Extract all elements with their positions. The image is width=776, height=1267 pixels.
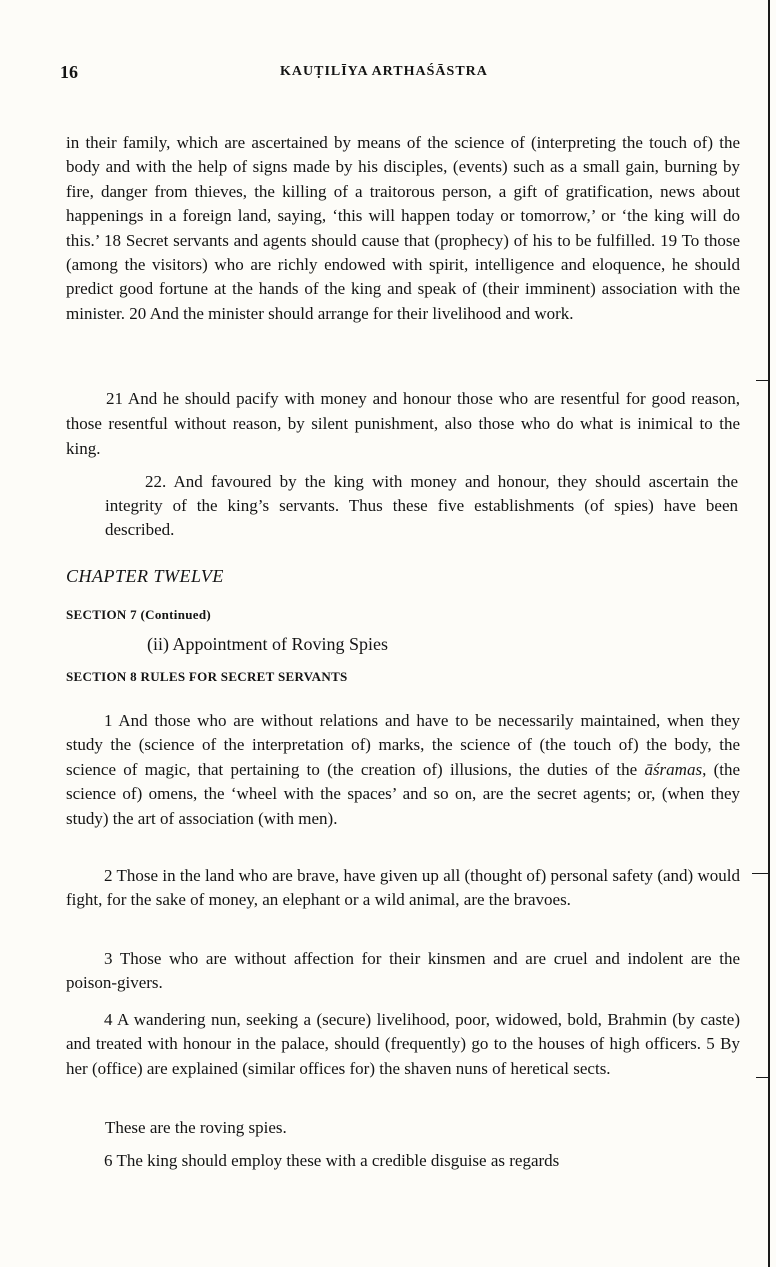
subsection-title: (ii) Appointment of Roving Spies bbox=[147, 634, 388, 654]
paragraph-4-text-b: , (the science of) omens, the ‘wheel with the spaces’ and so on, are the secret agents; or, (when they study) the art of association (with men). bbox=[66, 759, 741, 828]
term-asramas: āśramas bbox=[644, 759, 703, 779]
paragraph-4 bbox=[66, 709, 740, 831]
paragraph-9: 6 The king should employ these with a credible disguise as regards bbox=[104, 1151, 560, 1170]
paragraph-1: in their family, which are ascertained by means of the science of (interpreting the touch of) the body and with the help of signs made by his disciples, (events) such as a small gain, burning by fire, danger from thieves, the killing of a traitorous person, a gift of gratification, news about happenings in a foreign land, saying, ‘this will happen today or tomorrow,’ or ‘the king will do this.’ 18 Secret servants and agents should cause that (prophecy) of his to be fulfilled. 19 To those (among the visitors) who are richly endowed with spirit, intelligence and eloquence, he should predict good fortune at the hands of the king and speak of (their imminent) association with the minister. 20 And the minister should arrange for their livelihood and work. bbox=[66, 133, 740, 323]
paragraph-7: 4 A wandering nun, seeking a (secure) livelihood, poor, widowed, bold, Brahmin (by caste) and treated with honour in the palace, should (frequently) go to the houses of high officers. 5 By her (office) are explained (similar offices for) the shaven nuns of heretical sects. bbox=[66, 1010, 740, 1078]
paragraph-4-text-a: 1 And those who are without relations and have to be necessarily maintained, when they study the (science of the interpretation of) marks, the science of (the touch of) the body, the science of magic, that pertaining to (the creation of) illusions, the duties of the bbox=[66, 711, 740, 779]
paragraph-5: 2 Those in the land who are brave, have given up all (thought of) personal safety (and) would fight, for the sake of money, an elephant or a wild animal, are the bravoes. bbox=[66, 866, 740, 910]
page-number: 16 bbox=[60, 62, 78, 82]
paragraph-6: 3 Those who are without affection for their kinsmen and are cruel and indolent are the poison-givers. bbox=[66, 949, 740, 993]
paragraph-3: 22. And favoured by the king with money and honour, they should ascertain the integrity of the king’s servants. Thus these five establishments (of spies) have been described. bbox=[105, 472, 738, 539]
page-header bbox=[60, 62, 740, 86]
running-head: KAUṬILĪYA ARTHAŚĀSTRA bbox=[280, 64, 488, 79]
paragraph-2: 21 And he should pacify with money and honour those who are resentful for good reason, those resentful without reason, by silent punishment, also those who do what is inimical to the king. bbox=[66, 389, 740, 458]
scan-margin-mark bbox=[756, 380, 770, 381]
paragraph-8: These are the roving spies. bbox=[105, 1118, 287, 1137]
section-8-label: SECTION 8 RULES FOR SECRET SERVANTS bbox=[66, 669, 348, 684]
scan-margin-mark bbox=[752, 873, 770, 874]
scan-margin-mark bbox=[756, 1077, 770, 1078]
section-7-label: SECTION 7 (Continued) bbox=[66, 607, 211, 622]
chapter-title: CHAPTER TWELVE bbox=[66, 566, 224, 586]
